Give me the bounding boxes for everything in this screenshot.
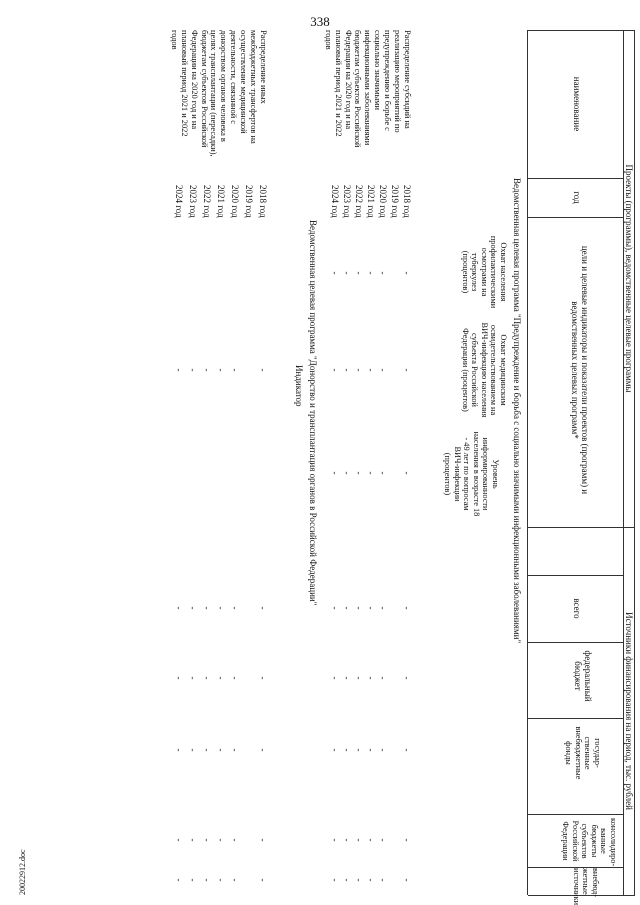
section1-year: 2020 год [378,185,388,218]
table-cell-dash: - [230,748,240,752]
table-cell-dash: - [188,606,198,610]
table-cell-dash: - [354,606,364,610]
table-cell-dash: - [258,676,268,680]
section1-indicator-2: Охват медицинским освидетельствованием на ВИЧ-инфекцию населения субъекта Российской Федерации (процентов) [460,322,508,418]
table-cell-dash: - [378,606,388,610]
header-bottom-border [527,30,528,895]
section1-year: 2023 год [342,185,352,218]
header-state-funds: государ-ственные внебюджетные фонды [564,726,602,780]
table-cell-dash: - [174,676,184,680]
table-cell-dash: - [216,878,226,882]
table-cell-dash: - [258,606,268,610]
col-divider-year [528,217,624,218]
table-cell-dash: - [202,878,212,882]
table-cell-dash: - [174,748,184,752]
section1-indicator-3: Уровень информированности населения в возрасте 18 - 49 лет по вопросам ВИЧ-инфекции (процентов) [443,431,500,517]
col-divider-federal [528,642,624,643]
table-cell-dash: - [342,878,352,882]
rotated-table-sheet [44,30,640,905]
table-cell-dash: - [258,878,268,882]
table-cell-dash: - [402,838,412,842]
table-cell-dash: - [378,368,388,372]
table-cell-dash: - [202,748,212,752]
section2-year: 2021 год [216,185,226,218]
table-cell-dash: - [330,878,340,882]
table-cell-dash: - [378,878,388,882]
table-cell-dash: - [366,471,376,475]
table-cell-dash: - [188,676,198,680]
table-cell-dash: - [330,271,340,275]
table-cell-dash: - [174,368,184,372]
table-cell-dash: - [330,676,340,680]
table-cell-dash: - [402,368,412,372]
table-cell-dash: - [216,606,226,610]
section2-year: 2020 год [230,185,240,218]
table-cell-dash: - [366,748,376,752]
section1-year: 2021 год [366,185,376,218]
table-cell-dash: - [188,368,198,372]
section1-year: 2019 год [390,185,400,218]
table-cell-dash: - [366,606,376,610]
table-cell-dash: - [354,748,364,752]
table-cell-dash: - [188,748,198,752]
table-cell-dash: - [366,676,376,680]
section1-name: Распределение субсидий на реализацию мероприятий по предупреждению и борьбе с социально значимыми инфекционными заболеваниями бюджетам субъектов Российской Федерации на 2020 год и на плановый период 2021 и 2022 годов [323,30,412,148]
section2-year: 2024 год [174,185,184,218]
table-cell-dash: - [354,368,364,372]
table-cell-dash: - [342,748,352,752]
table-cell-dash: - [366,838,376,842]
right-border [528,895,635,896]
table-cell-dash: - [402,748,412,752]
table-cell-dash: - [202,368,212,372]
table-cell-dash: - [366,368,376,372]
section1-title: Ведомственная целевая программа "Предупреждение и борьба с социально значимыми инфекционными заболеваниями" [512,178,522,644]
table-cell-dash: - [202,838,212,842]
table-cell-dash: - [342,838,352,842]
table-cell-dash: - [354,676,364,680]
table-cell-dash: - [354,271,364,275]
table-cell-dash: - [366,878,376,882]
section2-name: Распределение иных межбюджетных трансфертов на осуществление медицинской деятельности, связанной с донорством органов человека в целях трансплантации (пересадки), бюджетам субъектов Российской Федерации на 2020 год и на плановый период 2021 и 2022 годов [169,30,268,157]
table-cell-dash: - [174,878,184,882]
table-cell-dash: - [330,748,340,752]
table-cell-dash: - [258,838,268,842]
col-divider-consolidated [528,814,624,815]
table-cell-dash: - [354,471,364,475]
table-cell-dash: - [342,271,352,275]
table-cell-dash: - [366,271,376,275]
col-divider-funding [528,527,635,528]
table-cell-dash: - [174,606,184,610]
table-cell-dash: - [230,606,240,610]
table-cell-dash: - [202,676,212,680]
table-cell-dash: - [330,471,340,475]
header-extra: внебюд-жетные источники [571,868,600,905]
table-cell-dash: - [258,368,268,372]
header-goals: цели и целевые индикаторы и показатели проектов (программ) и ведомственных целевых программ* [569,245,590,495]
table-cell-dash: - [188,838,198,842]
table-cell-dash: - [402,271,412,275]
section2-year: 2023 год [188,185,198,218]
header-consolidated: консолидиро-ванные бюджеты субъектов Российской Федерации [561,818,618,867]
table-cell-dash: - [378,838,388,842]
col-divider-state-funds [528,718,624,719]
table-cell-dash: - [342,368,352,372]
table-top-border [634,30,635,895]
section1-indicator-1: Охват населения профилактическими осмотрами на туберкулез (процентов) [460,235,508,309]
table-cell-dash: - [230,368,240,372]
table-cell-dash: - [378,471,388,475]
table-cell-dash: - [342,676,352,680]
group-title: Проекты (программы), ведомственные целевые программы [624,164,634,393]
table-cell-dash: - [230,838,240,842]
table-cell-dash: - [202,606,212,610]
section2-year: 2019 год [244,185,254,218]
table-cell-dash: - [378,748,388,752]
table-cell-dash: - [330,606,340,610]
table-cell-dash: - [174,838,184,842]
table-cell-dash: - [402,878,412,882]
section2-title: Ведомственная целевая программа "Донорство и трансплантация органов в Российской Федерации" [308,220,318,606]
table-cell-dash: - [378,271,388,275]
table-cell-dash: - [258,748,268,752]
section2-year: 2018 год [258,185,268,218]
table-cell-dash: - [188,878,198,882]
table-cell-dash: - [216,368,226,372]
table-cell-dash: - [216,748,226,752]
table-cell-dash: - [230,676,240,680]
table-cell-dash: - [402,471,412,475]
table-cell-dash: - [402,676,412,680]
table-cell-dash: - [230,878,240,882]
section1-year: 2024 год [330,185,340,218]
funding-title: Источники финансирования на период, тыс. рублей [624,612,634,810]
table-cell-dash: - [378,676,388,680]
header-federal: федеральный бюджет [572,650,593,702]
page-number: 338 [310,14,330,29]
table-cell-dash: - [342,471,352,475]
table-cell-dash: - [402,606,412,610]
section2-year: 2022 год [202,185,212,218]
header-name: наименование [572,76,582,132]
table-cell-dash: - [354,838,364,842]
table-cell-dash: - [330,838,340,842]
table-cell-dash: - [216,838,226,842]
section2-indicator-label: Индикатор [294,365,304,407]
table-cell-dash: - [342,606,352,610]
section1-year: 2022 год [354,185,364,218]
table-cell-dash: - [354,878,364,882]
table-cell-dash: - [216,676,226,680]
section1-year: 2018 год [402,185,412,218]
table-cell-dash: - [330,368,340,372]
footer-filename: 20022912.doc [18,849,27,895]
header-year: год [572,191,582,204]
header-total: всего [572,598,582,619]
